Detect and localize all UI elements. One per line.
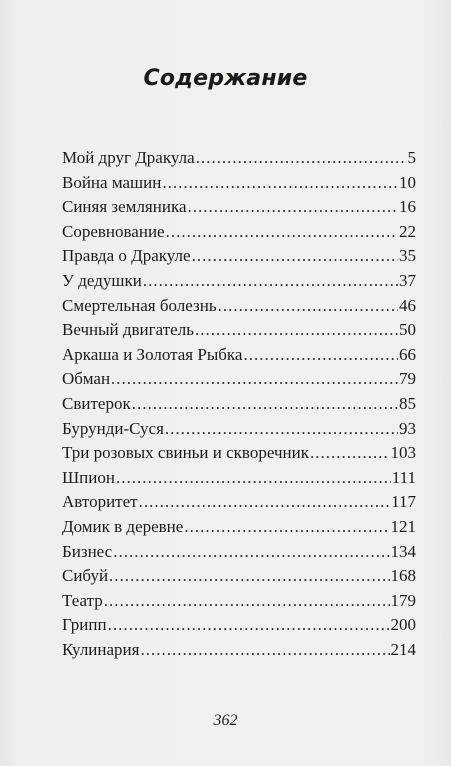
dot-leader xyxy=(143,269,398,294)
dot-leader xyxy=(196,146,407,171)
toc-entry xyxy=(62,220,416,245)
dot-leader xyxy=(132,392,398,417)
dot-leader xyxy=(109,564,389,589)
toc-entry xyxy=(62,417,416,442)
toc-entry-page: 37 xyxy=(399,270,416,290)
toc-entry-title: Вечный двигатель xyxy=(62,320,194,340)
toc-entry-page: 50 xyxy=(399,320,416,340)
toc-entry xyxy=(62,466,416,491)
dot-leader xyxy=(188,195,399,220)
toc-entry xyxy=(62,244,416,269)
dot-leader xyxy=(184,515,389,540)
toc-entry-page: 22 xyxy=(399,221,416,241)
dot-leader xyxy=(139,490,391,515)
dot-leader xyxy=(165,417,398,442)
dot-leader xyxy=(162,171,398,196)
toc-entry-title: У дедушки xyxy=(62,270,142,290)
toc-entry-page: 16 xyxy=(399,197,416,217)
toc-entry-page: 66 xyxy=(399,344,416,364)
toc-entry-page: 179 xyxy=(390,590,416,610)
toc-entry-page: 134 xyxy=(390,541,416,561)
dot-leader xyxy=(192,244,398,269)
toc-entry xyxy=(62,613,416,638)
toc-entry-title: Обман xyxy=(62,369,111,389)
toc-entry-title: Соревнование xyxy=(62,221,165,241)
toc-entry-title: Шпион xyxy=(62,467,115,487)
toc-entry-page: 46 xyxy=(399,295,416,315)
dot-leader xyxy=(116,466,391,491)
toc-entry-title: Авторитет xyxy=(62,492,138,512)
toc-entry xyxy=(62,515,416,540)
toc-entry-page: 79 xyxy=(399,369,416,389)
dot-leader xyxy=(111,367,398,392)
table-of-contents xyxy=(62,146,416,662)
toc-entry xyxy=(62,171,416,196)
toc-entry-title: Мой друг Дракула xyxy=(62,148,195,167)
toc-entry-title: Смертельная болезнь xyxy=(62,295,217,315)
toc-entry-title: Аркаша и Золотая Рыбка xyxy=(62,344,243,364)
toc-entry xyxy=(62,589,416,614)
toc-entry-title: Домик в деревне xyxy=(62,516,184,536)
toc-entry xyxy=(62,638,416,663)
toc-entry-page: 5 xyxy=(407,148,416,167)
toc-entry-page: 214 xyxy=(390,639,416,659)
toc-entry xyxy=(62,441,416,466)
page-number: 362 xyxy=(213,712,238,729)
toc-entry-title: Сибуй xyxy=(62,566,109,586)
toc-entry-page: 103 xyxy=(390,443,416,463)
toc-entry-title: Грипп xyxy=(62,615,107,635)
toc-entry-title: Три розовых свиньи и скворечник xyxy=(62,443,309,463)
dot-leader xyxy=(243,343,398,368)
toc-entry-page: 93 xyxy=(399,418,416,438)
dot-leader xyxy=(310,441,390,466)
dot-leader xyxy=(140,638,389,663)
dot-leader xyxy=(166,220,398,245)
toc-entry xyxy=(62,294,416,319)
toc-entry-page: 85 xyxy=(399,393,416,413)
toc-entry-page: 121 xyxy=(390,516,416,536)
toc-entry xyxy=(62,367,416,392)
dot-leader xyxy=(113,540,389,565)
toc-entry-page: 10 xyxy=(399,172,416,192)
toc-entry xyxy=(62,490,416,515)
toc-entry-page: 111 xyxy=(391,467,416,487)
toc-entry xyxy=(62,392,416,417)
toc-entry-page: 35 xyxy=(399,246,416,266)
dot-leader xyxy=(104,589,390,614)
toc-entry-title: Свитерок xyxy=(62,393,131,413)
toc-entry xyxy=(62,269,416,294)
dot-leader xyxy=(195,318,398,343)
toc-entry-page: 200 xyxy=(390,615,416,635)
toc-entry-title: Бурунди-Суся xyxy=(62,418,164,438)
toc-entry-title: Театр xyxy=(62,590,103,610)
toc-entry-page: 168 xyxy=(390,566,416,586)
toc-entry-title: Кулинария xyxy=(62,639,140,659)
toc-entry xyxy=(62,146,416,171)
toc-entry xyxy=(62,540,416,565)
toc-entry xyxy=(62,195,416,220)
toc-entry-title: Бизнес xyxy=(62,541,113,561)
toc-entry xyxy=(62,564,416,589)
contents-heading: Содержание xyxy=(143,66,308,91)
dot-leader xyxy=(218,294,398,319)
toc-entry-title: Война машин xyxy=(62,172,162,192)
toc-entry xyxy=(62,318,416,343)
toc-entry xyxy=(62,343,416,368)
toc-entry-title: Правда о Дракуле xyxy=(62,246,191,266)
dot-leader xyxy=(108,613,390,638)
toc-entry-page: 117 xyxy=(391,492,416,512)
toc-entry-title: Синяя земляника xyxy=(62,197,187,217)
